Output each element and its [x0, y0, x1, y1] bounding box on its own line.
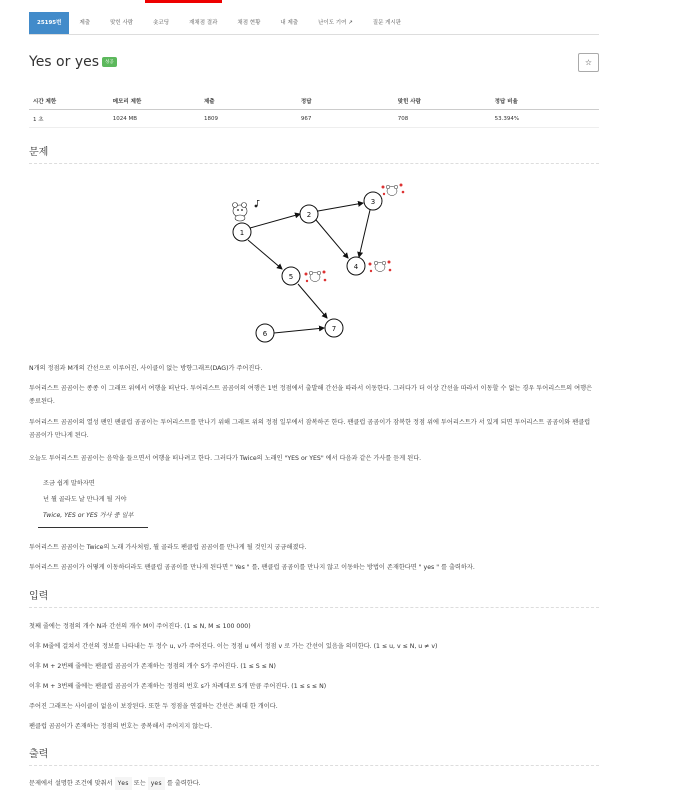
- edge-1-5: [248, 240, 282, 269]
- input-paragraph: 이후 M + 3번째 줄에는 팬클럽 곰곰이가 존재하는 정점의 번호 s가 차례대로 S개 만큼 주어진다. (1 ≤ s ≤ N): [29, 683, 327, 690]
- tourist-bear-icon: [233, 203, 248, 222]
- fan-bear-icon: [374, 261, 386, 271]
- node-label-4: 4: [353, 263, 359, 271]
- star-button[interactable]: ☆: [578, 53, 599, 72]
- description-paragraph: 투어리스트 곰곰이는 Twice의 노래 가사처럼, 뭘 골라도 팬클럽 곰곰이를 만나게 될 것인지 궁금해졌다.: [29, 544, 307, 551]
- value-ratio: 53.394%: [491, 110, 599, 128]
- tab-status[interactable]: 채점 현황: [237, 20, 261, 26]
- edge-1-2: [250, 214, 300, 228]
- output-code-yes-upper: Yes: [115, 777, 132, 790]
- tab-questions[interactable]: 질문 게시판: [372, 20, 402, 26]
- value-solved-users: 708: [394, 110, 491, 128]
- input-paragraph: 이후 M줄에 걸쳐서 간선의 정보를 나타내는 두 정수 u, v가 주어진다. 이는 정점 u 에서 정점 v 로 가는 간선이 있음을 의미한다. (1 ≤ u, v ≤ N, u ≠ v): [29, 643, 438, 650]
- top-accent-bar: [145, 0, 222, 3]
- input-paragraph: 팬클럽 곰곰이가 존재하는 정점의 번호는 중복해서 주어지지 않는다.: [29, 723, 213, 730]
- header-time-limit: 시간 제한: [29, 92, 109, 110]
- edge-2-3: [318, 203, 363, 211]
- lyrics-line: 넌 뭘 골라도 날 만나게 될 거야: [43, 496, 127, 503]
- tab-rejudge[interactable]: 재채점 결과: [189, 20, 218, 26]
- music-note-icon: [255, 200, 260, 207]
- page-title: [29, 54, 117, 70]
- output-paragraph: [29, 777, 594, 790]
- node-label-5: 5: [288, 273, 294, 281]
- problem-title: Yes or yes: [29, 54, 100, 70]
- section-problem-heading: 문제: [29, 143, 599, 164]
- dag-figure: [220, 178, 420, 348]
- tab-difficulty[interactable]: 난이도 기여 ↗: [318, 20, 353, 26]
- table-row: [29, 110, 599, 128]
- header-solved-users: 맞힌 사람: [394, 92, 491, 110]
- problem-stats-table: [29, 92, 599, 128]
- description-paragraph: 투어리스트 곰곰이가 어떻게 이동하더라도 팬클럽 곰곰이를 만나게 된다면 " Yes " 를, 팬클럽 곰곰이를 만나지 않고 이동하는 방법이 존재한다면 " yes " 를 출력하자.: [29, 564, 475, 571]
- node-label-2: 2: [306, 211, 312, 219]
- tab-solved-users[interactable]: 맞힌 사람: [110, 20, 134, 26]
- description-paragraph: 투어리스트 곰곰이는 종종 이 그래프 위에서 여행을 떠난다. 투어리스트 곰곰이의 여행은 1번 정점에서 출발해 간선을 따라서 이동한다. 그러다가 더 이상 간선을 따라서 이동할 수 없는 경우 투어리스트의 여행은 종료된다.: [29, 385, 593, 405]
- edge-5-7: [298, 284, 327, 318]
- edge-2-4: [316, 220, 348, 258]
- output-code-yes-lower: yes: [148, 777, 165, 790]
- tab-submit[interactable]: 제출: [79, 20, 91, 26]
- header-ratio: 정답 비율: [491, 92, 599, 110]
- header-memory-limit: 메모리 제한: [109, 92, 200, 110]
- output-text: 문제에서 설명한 조건에 맞춰서: [29, 780, 113, 787]
- lyrics-line: 조금 쉽게 말하자면: [43, 480, 95, 487]
- edge-6-7: [274, 328, 324, 333]
- section-input-heading: 입력: [29, 587, 599, 608]
- tab-problem[interactable]: 25195번: [29, 12, 69, 34]
- description-paragraph: 오늘도 투어리스트 곰곰이는 음악을 들으면서 여행을 떠나려고 한다. 그러다가 Twice의 노래인 "YES or YES" 에서 다음과 같은 가사를 듣게 된다.: [29, 455, 422, 462]
- input-paragraph: 이후 M + 2번째 줄에는 팬클럽 곰곰이가 존재하는 정점의 개수 S가 주어진다. (1 ≤ S ≤ N): [29, 663, 276, 670]
- header-accepted: 정답: [297, 92, 394, 110]
- header-submissions: 제출: [200, 92, 297, 110]
- output-text: 를 출력한다.: [166, 780, 201, 787]
- tab-short-coding[interactable]: 숏코딩: [153, 20, 170, 26]
- description-paragraph: 투어리스트 곰곰이의 열성 팬인 팬클럽 곰곰이는 투어리스트를 만나기 위해 그래프 위의 정점 일부에서 잠복하곤 한다. 팬클럽 곰곰이가 잠복한 정점 위에 투어리스트가 서 있게 되면 투어리스트 곰곰이와 팬클럽 곰곰이가 만나게 된다.: [29, 419, 591, 439]
- value-memory-limit: 1024 MB: [109, 110, 200, 128]
- lyrics-source: Twice, YES or YES 가사 중 일부: [43, 512, 134, 519]
- tab-my-submissions[interactable]: 내 제출: [280, 20, 299, 26]
- input-paragraph: 첫째 줄에는 정점의 개수 N과 간선의 개수 M이 주어진다. (1 ≤ N, M ≤ 100 000): [29, 623, 251, 630]
- fan-bear-icon: [309, 271, 321, 281]
- problem-tabs: [29, 12, 599, 35]
- value-submissions: 1809: [200, 110, 297, 128]
- node-label-7: 7: [331, 325, 337, 333]
- fan-bear-icon: [386, 185, 398, 195]
- value-time-limit: 1 초: [29, 110, 109, 128]
- edge-3-4: [359, 210, 370, 257]
- node-label-6: 6: [262, 330, 268, 338]
- section-output-heading: 출력: [29, 745, 599, 766]
- node-label-3: 3: [370, 198, 376, 206]
- quote-divider: [38, 527, 148, 528]
- description-paragraph: N개의 정점과 M개의 간선으로 이루어진, 사이클이 없는 방향그래프(DAG)가 주어진다.: [29, 365, 263, 372]
- node-label-1: 1: [239, 229, 245, 237]
- status-badge: 성공: [102, 57, 117, 67]
- output-text: 또는: [133, 780, 146, 787]
- value-accepted: 967: [297, 110, 394, 128]
- input-paragraph: 주어진 그래프는 사이클이 없음이 보장된다. 또한 두 정점을 연결하는 간선은 최대 한 개이다.: [29, 703, 278, 710]
